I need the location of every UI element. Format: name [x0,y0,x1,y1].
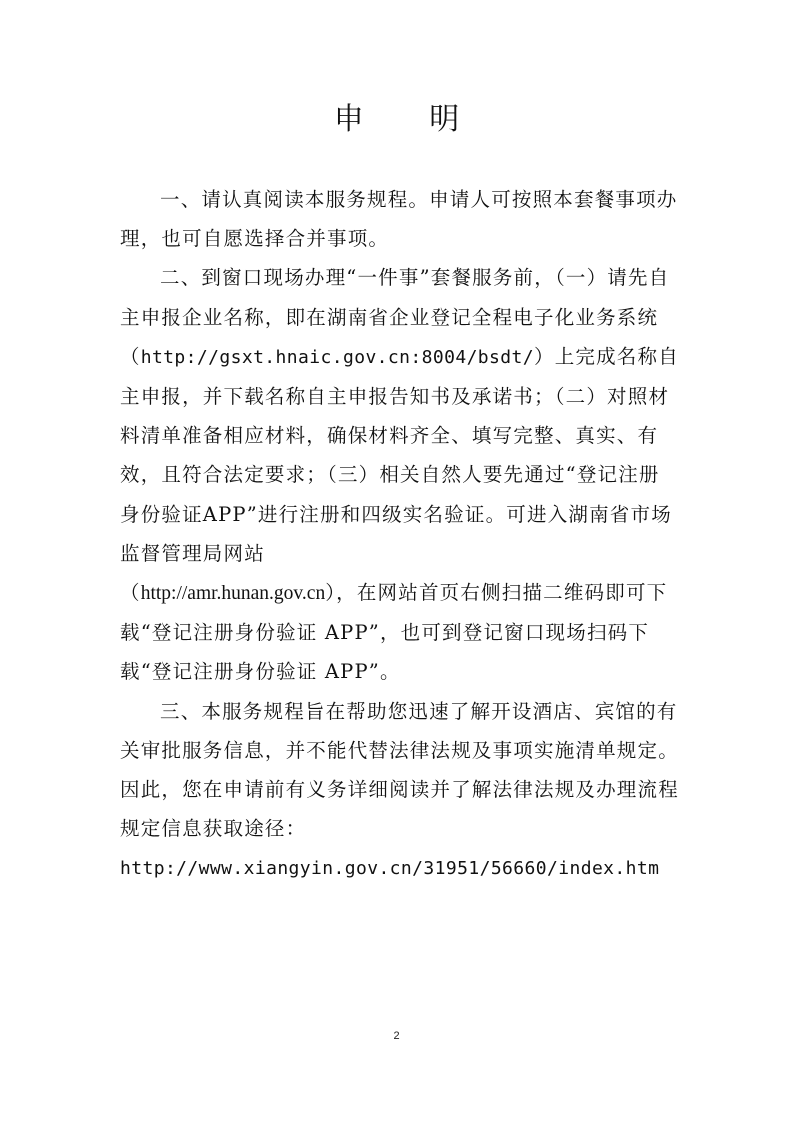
paragraph-1-text: 一、请认真阅读本服务规程。申请人可按照本套餐事项办理，也可自愿选择合并事项。 [120,188,678,251]
paragraph-2-url-1: http://gsxt.hnaic.gov.cn:8004/bsdt/ [140,346,534,368]
document-body [120,180,680,889]
paragraph-2-text-b: ）上完成名称自主申报，并下载名称自主申报告知书及承诺书；（二）对照材料清单准备相应材料，确保材料齐全、填写完整、真实、有效，且符合法定要求；（三）相关自然人要先通过“登记注册身份验证APP”进行注册和四级实名验证。可进入湖南省市场监督管理局网站 [120,344,679,565]
page-number: 2 [393,1030,400,1042]
paragraph-2 [120,258,680,691]
paragraph-3 [120,692,680,849]
paragraph-2-open-paren: （ [120,581,141,605]
paragraph-3-url: http://www.xiangyin.gov.cn/31951/56660/index.htm [120,858,660,880]
paragraph-1 [120,180,680,258]
paragraph-2-url-2: http://amr.hunan.gov.cn [140,583,326,605]
page-title: 申 明 [333,102,488,137]
paragraph-2-text-a: 二、到窗口现场办理“一件事”套餐服务前，（一）请先自主申报企业名称，即在湖南省企业登记全程电子化业务系统（ [120,266,670,368]
paragraph-3-text: 三、本服务规程旨在帮助您迅速了解开设酒店、宾馆的有关审批服务信息，并不能代替法律法规及事项实施清单规定。因此，您在申请前有义务详细阅读并了解法律法规及办理流程规定信息获取途径： [120,699,679,841]
paragraph-3-url-line [120,848,680,888]
paragraph-2-text-c: ），在网站首页右侧扫描二维码即可下载“登记注册身份验证 APP”，也可到登记窗口现场扫码下载“登记注册身份验证 APP”。 [120,581,668,684]
